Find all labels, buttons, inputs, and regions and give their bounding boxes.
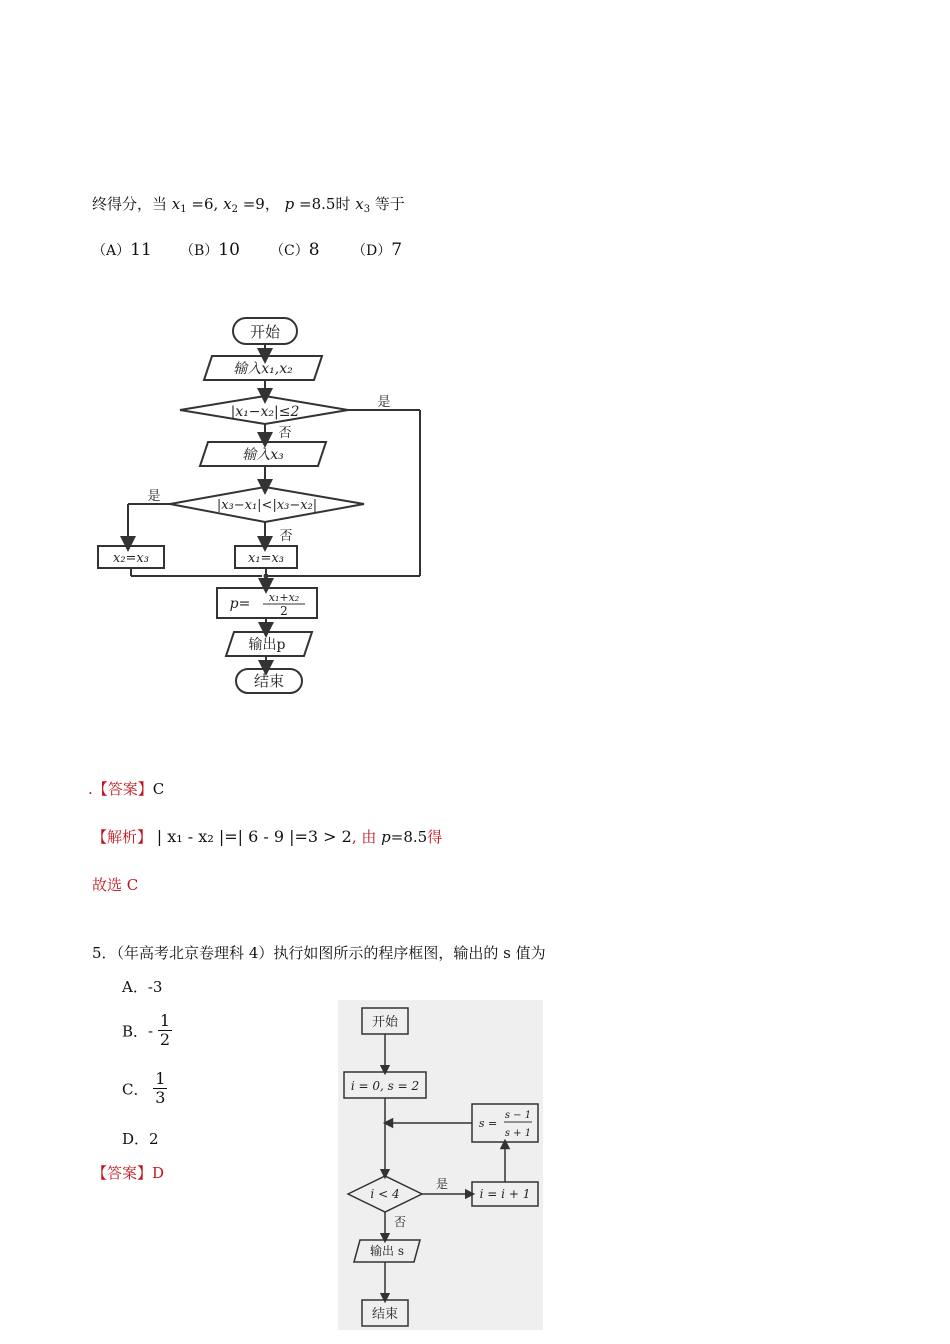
- q5-option-b: [122, 1012, 172, 1050]
- q4-stem-suffix: 等于: [374, 195, 405, 213]
- q5-answer-label: 【答案】: [92, 1164, 153, 1182]
- fc4-input1-label: 输入x₁,x₂: [233, 361, 293, 377]
- fc4-start-label: 开始: [249, 323, 281, 341]
- q4-answer-label: 【答案】: [92, 780, 153, 798]
- fc4-cond2-label: |x₃−x₁|<|x₃−x₂|: [216, 498, 318, 513]
- fc5-incr-label: i = i + 1: [479, 1187, 531, 1201]
- q5-option-b-fraction: [158, 1012, 172, 1050]
- q4-option-a: [92, 240, 152, 260]
- fc4-p-label: p=: [229, 596, 251, 612]
- q5-answer-value: D: [152, 1164, 165, 1182]
- fc5-cond-label: i < 4: [370, 1187, 400, 1201]
- q4-analysis-label: 【解析】: [92, 828, 153, 846]
- q4-stem-prefix: 终得分，当: [92, 195, 168, 213]
- q4-var-x2: x: [223, 195, 232, 213]
- q5-option-b-sign: -: [148, 1021, 154, 1040]
- q4-var-x3: x: [355, 195, 364, 213]
- q4-analysis-mid: , 由: [351, 828, 377, 846]
- q4-var-x1-sub: 1: [180, 204, 187, 215]
- fc4-output-label: 输出p: [248, 637, 286, 653]
- q5-option-c-label: C．: [122, 1080, 149, 1099]
- q4-answer: [88, 778, 164, 799]
- q5-option-c-fraction: [153, 1070, 167, 1108]
- q4-option-a-label: （A）: [92, 243, 131, 259]
- q4-option-d: [352, 240, 402, 260]
- fc5-init-label: i = 0, s = 2: [350, 1079, 420, 1093]
- fc4-yes1-label: 是: [377, 395, 391, 410]
- q4-option-a-value: 11: [130, 240, 152, 260]
- q5-answer: [92, 1162, 164, 1183]
- fc4-no2-label: 否: [279, 529, 293, 544]
- fc4-end-label: 结束: [253, 672, 285, 690]
- fc4-assign-left-label: x₂=x₃: [113, 551, 149, 566]
- q4-option-c: [270, 240, 320, 260]
- q5-option-c-num: 1: [155, 1069, 166, 1088]
- q4-choose: 故选 C: [92, 876, 139, 894]
- fc4-p-num: x₁+x₂: [268, 591, 300, 604]
- q4-analysis-p: p: [381, 828, 391, 846]
- q4-eq1: =6,: [191, 195, 219, 213]
- q4-option-c-value: 8: [308, 240, 320, 260]
- fc4-assign-right-label: x₁=x₃: [248, 551, 284, 566]
- q5-option-c-den: 3: [155, 1088, 166, 1108]
- fc5-output-label: 输出 s: [370, 1244, 404, 1258]
- q4-analysis: [92, 826, 442, 847]
- q4-var-x3-sub: 3: [363, 204, 371, 215]
- fc5-end-label: 结束: [371, 1307, 399, 1322]
- fc5-yes-label: 是: [435, 1177, 449, 1191]
- q4-answer-value: C: [152, 780, 165, 798]
- fc5-update-num: s − 1: [504, 1110, 532, 1121]
- q5-option-b-label: B．: [122, 1022, 149, 1041]
- fc5-no-label: 否: [393, 1215, 407, 1229]
- q4-eq3: =8.5时: [299, 195, 351, 213]
- q5-option-c: [122, 1070, 167, 1108]
- q4-flowchart: [90, 310, 440, 700]
- q5-option-a: A．-3: [122, 978, 163, 996]
- q4-analysis-math: | x₁ - x₂ |=| 6 - 9 |=3 > 2: [156, 827, 352, 846]
- q4-var-p: p: [284, 195, 295, 213]
- q5-option-b-den: 2: [159, 1030, 171, 1050]
- fc4-no1-label: 否: [278, 426, 292, 441]
- q5-flowchart: [338, 1000, 543, 1330]
- fc4-yes2-label: 是: [147, 489, 161, 504]
- q4-option-b-value: 10: [218, 240, 240, 260]
- fc5-update-left: s =: [478, 1117, 498, 1130]
- q4-var-x2-sub: 2: [231, 204, 238, 215]
- q4-option-b: [180, 240, 240, 260]
- q4-option-c-label: （C）: [270, 243, 309, 259]
- q4-option-b-label: （B）: [180, 243, 219, 259]
- q4-stem: [92, 193, 405, 215]
- q4-option-d-value: 7: [391, 240, 403, 260]
- fc4-cond1-label: |x₁−x₂|≤2: [230, 404, 300, 420]
- fc5-update-den: s + 1: [504, 1128, 532, 1139]
- q4-analysis-eq: =8.5: [390, 828, 428, 846]
- fc4-input2-label: 输入x₃: [242, 447, 284, 463]
- q4-answer-dot: .: [88, 780, 93, 798]
- fc5-start-label: 开始: [371, 1015, 399, 1030]
- q5-option-d: D．2: [122, 1130, 159, 1148]
- q5-stem: 5．（年高考北京卷理科 4）执行如图所示的程序框图，输出的 s 值为: [92, 944, 546, 962]
- q4-eq2: =9，: [242, 195, 280, 213]
- q4-var-x1: x: [171, 195, 181, 213]
- q4-analysis-end: 得: [427, 828, 443, 846]
- q5-option-b-num: 1: [159, 1011, 171, 1030]
- q4-option-d-label: （D）: [352, 243, 392, 259]
- fc4-p-den: 2: [280, 604, 288, 618]
